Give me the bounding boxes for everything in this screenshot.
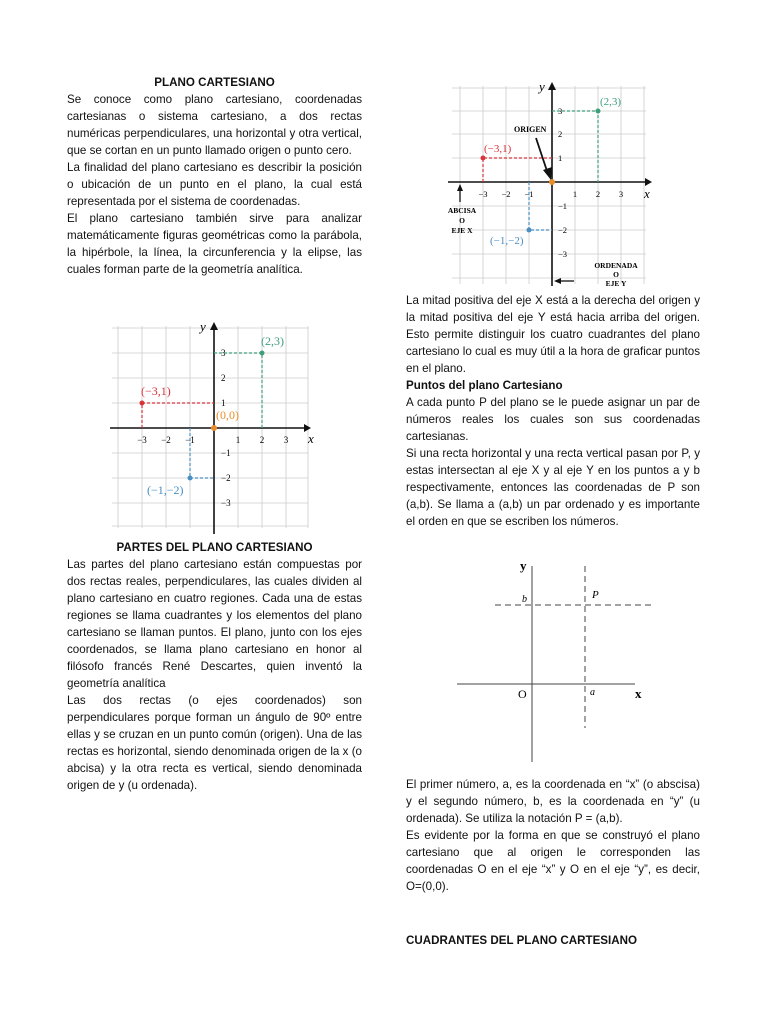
x-tick: 3 xyxy=(618,189,624,199)
y-tick: −1 xyxy=(221,448,231,458)
y-tick: −2 xyxy=(558,225,568,235)
paragraph: Si una recta horizontal y una recta vertical pasan por P, y estas intersectan al eje X y al eje Y en los puntos a y b respectivamente, entonces las coordenadas de P son (a,b). Se llama a (a,b) un par ordenado y es importante el orden en que se escriben los números. xyxy=(406,447,700,528)
ordinate-label-line: ORDENADA xyxy=(594,261,638,270)
y-tick: −3 xyxy=(221,498,231,508)
x-axis-label: x xyxy=(644,186,650,201)
subtitle: Puntos del plano Cartesiano xyxy=(406,379,563,392)
abscissa-label-line: ABCISA xyxy=(447,206,477,215)
paragraph: La finalidad del plano cartesiano es describir la posición o ubicación de un punto en el plano, la cual está representada por el sistema de coordenadas. xyxy=(67,161,362,208)
y-axis-arrow-icon xyxy=(548,82,556,90)
abscissa-arrow-icon xyxy=(457,184,463,191)
y-tick: 1 xyxy=(221,398,226,408)
paragraph: El plano cartesiano también sirve para analizar matemáticamente figuras geométricas como la parábola, la hipérbole, la línea, la circunferencia y la elipse, las cuales forman parte de la geometría analítica. xyxy=(67,212,362,276)
graph-p xyxy=(455,556,670,766)
paragraph: Es evidente por la forma en que se construyó el plano cartesiano que al origen le corresponden las coordenadas O en el eje “x” y O en el eje “y”, es decir, O=(0,0). xyxy=(406,829,700,893)
x-axis-label: x xyxy=(308,431,314,446)
paragraph: Se conoce como plano cartesiano, coordenadas cartesianas o sistema cartesiano, a dos rectas numéricas perpendiculares, una horizontal y otra vertical, que se cortan en un punto llamado origen o punto cero. xyxy=(67,93,362,157)
origin-point xyxy=(211,425,217,431)
grid xyxy=(452,86,646,284)
point-red-label: (−3,1) xyxy=(484,143,512,155)
x-tick: −3 xyxy=(478,189,488,199)
point-blue-label: (−1,−2) xyxy=(147,483,184,497)
y-tick: 2 xyxy=(558,129,563,139)
point-green-label: (2,3) xyxy=(600,96,622,108)
graph-left xyxy=(108,318,330,536)
ordinate-label-line: EJE Y xyxy=(605,279,627,288)
ordinate-arrow-icon xyxy=(554,278,561,284)
origin-label: ORIGEN xyxy=(514,125,547,134)
paragraph: El primer número, a, es la coordenada en “x” (o abscisa) y el segundo número, b, es la coordenada en “y” (u ordenada). Se utiliza la notación P = (a,b). xyxy=(406,778,700,825)
x-axis-label: x xyxy=(635,686,642,701)
x-tick: −1 xyxy=(185,435,195,445)
abscissa-label xyxy=(448,206,477,235)
x-tick: 1 xyxy=(235,435,241,445)
right-column xyxy=(406,292,700,530)
y-axis-arrow-icon xyxy=(210,322,218,330)
y-axis-label: y xyxy=(200,319,206,334)
y-tick: 3 xyxy=(558,106,563,116)
x-tick: −2 xyxy=(501,189,511,199)
x-tick: 2 xyxy=(259,435,265,445)
section-title: PARTES DEL PLANO CARTESIANO xyxy=(116,541,313,554)
b-label: b xyxy=(522,594,527,605)
x-tick: 2 xyxy=(595,189,601,199)
point-green xyxy=(260,351,265,356)
x-tick: 1 xyxy=(572,189,578,199)
origin-point xyxy=(549,179,555,185)
x-ticks xyxy=(478,189,623,199)
x-ticks xyxy=(137,435,289,445)
point-red-label: (−3,1) xyxy=(141,384,171,398)
origin-arrow xyxy=(536,138,548,174)
grid xyxy=(112,326,308,528)
paragraph: Las dos rectas (o ejes coordenados) son perpendiculares porque forman un ángulo de 90º entre ellas y se cruzan en un punto común (origen). Una de las rectas es horizontal, siendo denominada origen de la x (o abcisa) y la otra recta es vertical, siendo denominada origen de y (u ordenada). xyxy=(67,694,362,792)
y-tick: −2 xyxy=(221,473,231,483)
y-tick: −1 xyxy=(558,201,568,211)
guide-red xyxy=(142,403,214,428)
ordinate-label-line: O xyxy=(613,270,619,279)
y-axis-label: y xyxy=(520,558,527,573)
point-green-label: (2,3) xyxy=(261,334,284,348)
point-red xyxy=(140,401,145,406)
abscissa-label-line: EJE X xyxy=(451,226,473,235)
ordinate-label xyxy=(594,261,638,288)
guide-red xyxy=(483,158,552,182)
x-axis-arrow-icon xyxy=(645,178,652,186)
paragraph: Las partes del plano cartesiano están compuestas por dos rectas reales, perpendiculares, las cuales dividen al plano cartesiano en cuatro regiones. Cada una de estas regiones se llama cuadrantes y los elementos del plano cartesiano se llaman puntos. El plano, junto con los ejes coordenados, se llama plano cartesiano en honor al filósofo francés René Descartes, quien inventó la geometría analítica xyxy=(67,558,362,690)
point-blue xyxy=(527,228,532,233)
graph-top xyxy=(440,78,690,292)
section-caption: CUADRANTES DEL PLANO CARTESIANO xyxy=(406,934,638,947)
y-tick: 1 xyxy=(558,153,563,163)
a-label: a xyxy=(590,687,595,698)
point-blue xyxy=(188,476,193,481)
point-green xyxy=(596,109,601,114)
y-tick: −3 xyxy=(558,249,568,259)
x-tick: −3 xyxy=(137,435,147,445)
point-red xyxy=(481,156,486,161)
abscissa-label-line: O xyxy=(459,216,465,225)
left-column xyxy=(67,74,362,278)
point-blue-label: (−1,−2) xyxy=(490,235,524,247)
origin-arrow-icon xyxy=(543,167,552,180)
x-tick: −2 xyxy=(161,435,171,445)
y-tick: 2 xyxy=(221,373,226,383)
page-title: PLANO CARTESIANO xyxy=(154,76,275,89)
left-column-lower xyxy=(67,539,362,794)
p-label: P xyxy=(592,589,599,601)
right-column-lower xyxy=(406,776,700,895)
origin-point-label: (0,0) xyxy=(216,408,239,422)
origin-label: O xyxy=(518,687,527,701)
x-tick: 3 xyxy=(283,435,289,445)
y-axis-label: y xyxy=(539,79,545,94)
paragraph: A cada punto P del plano se le puede asignar un par de números reales los cuales son sus coordenadas cartesianas. xyxy=(406,396,700,443)
paragraph: La mitad positiva del eje X está a la derecha del origen y la mitad positiva del eje Y está hacia arriba del origen. Esto permite distinguir los cuatro cuadrantes del plano cartesiano lo cual es muy útil a la hora de graficar puntos en el plano. xyxy=(406,294,700,375)
x-tick: −1 xyxy=(524,189,534,199)
y-tick: 3 xyxy=(221,348,226,358)
